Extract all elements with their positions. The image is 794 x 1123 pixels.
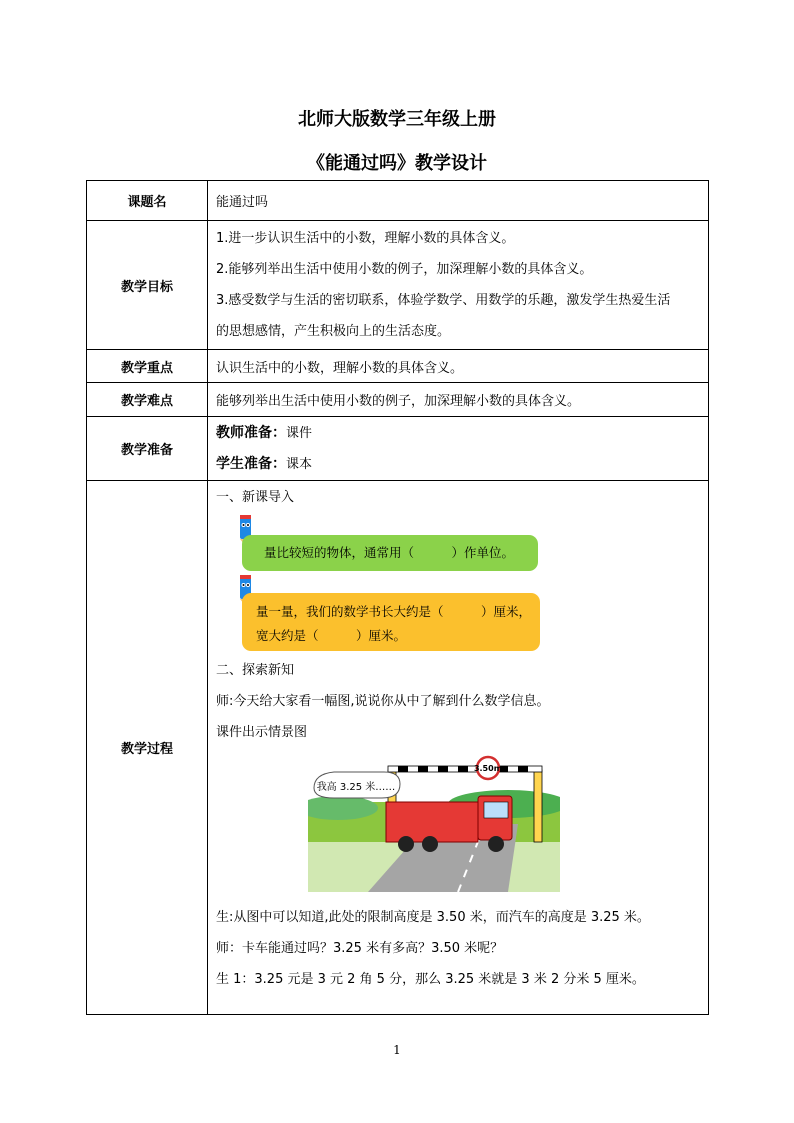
teacher-preparation-value: 课件 <box>286 425 313 441</box>
student-preparation <box>216 449 702 480</box>
teacher-preparation-label: 教师准备： <box>216 424 286 441</box>
hint-card-yellow <box>216 573 702 655</box>
speech-bubble-text: 我高 3.25 米…… <box>316 782 396 793</box>
difficulty-row <box>87 383 709 417</box>
objectives-row <box>87 221 709 350</box>
objectives-label: 教学目标 <box>87 221 208 350</box>
hint-bubble-green: 量比较短的物体，通常用（ ）作单位。 <box>242 535 538 571</box>
hint-card-green <box>216 513 702 573</box>
student-preparation-value: 课本 <box>286 456 313 472</box>
objective-item: 的思想感情，产生积极向上的生活态度。 <box>216 324 451 339</box>
key-point-value: 认识生活中的小数，理解小数的具体含义。 <box>208 350 709 383</box>
teacher-line: 师：卡车能通过吗？3.25 米有多高？3.50 米呢？ <box>216 941 504 956</box>
truck-scene-illustration <box>308 754 560 892</box>
objectives-content <box>208 221 709 350</box>
teacher-preparation <box>216 418 702 449</box>
student-preparation-label: 学生准备： <box>216 455 286 472</box>
objective-item: 3.感受数学与生活的密切联系，体验学数学、用数学的乐趣，激发学生热爱生活 <box>216 293 671 308</box>
section-heading: 一、新课导入 <box>216 490 295 505</box>
height-limit-text: 3.50m <box>473 764 503 773</box>
lesson-plan-table <box>86 180 709 1015</box>
objective-item: 1.进一步认识生活中的小数，理解小数的具体含义。 <box>216 231 515 246</box>
key-point-row <box>87 350 709 383</box>
process-row <box>87 481 709 1015</box>
preparation-label: 教学准备 <box>87 417 208 481</box>
document-subtitle: 《能通过吗》教学设计 <box>307 153 487 174</box>
document-title: 北师大版数学三年级上册 <box>298 109 496 130</box>
process-content <box>208 481 709 1015</box>
teacher-line: 师:今天给大家看一幅图,说说你从中了解到什么数学信息。 <box>216 694 550 709</box>
objective-item: 2.能够列举出生活中使用小数的例子，加深理解小数的具体含义。 <box>216 262 593 277</box>
page-number: 1 <box>393 1043 401 1057</box>
topic-label: 课题名 <box>87 181 208 221</box>
topic-value: 能通过吗 <box>208 181 709 221</box>
topic-row <box>87 181 709 221</box>
hint-bubble-yellow <box>242 593 540 651</box>
student-line: 生:从图中可以知道,此处的限制高度是 3.50 米，而汽车的高度是 3.25 米。 <box>216 910 650 925</box>
key-point-label: 教学重点 <box>87 350 208 383</box>
process-label: 教学过程 <box>87 481 208 1015</box>
difficulty-label: 教学难点 <box>87 383 208 417</box>
hint-line: 宽大约是（ ）厘米。 <box>256 628 407 643</box>
courseware-line: 课件出示情景图 <box>216 725 308 740</box>
preparation-content <box>208 417 709 481</box>
preparation-row <box>87 417 709 481</box>
difficulty-value: 能够列举出生活中使用小数的例子，加深理解小数的具体含义。 <box>208 383 709 417</box>
student-line: 生 1：3.25 元是 3 元 2 角 5 分，那么 3.25 米就是 3 米 2 分米 5 厘米。 <box>216 972 645 987</box>
hint-line: 量一量，我们的数学书长大约是（ ）厘米， <box>256 604 532 619</box>
section-heading: 二、探索新知 <box>216 663 295 678</box>
truck-body <box>386 802 478 842</box>
